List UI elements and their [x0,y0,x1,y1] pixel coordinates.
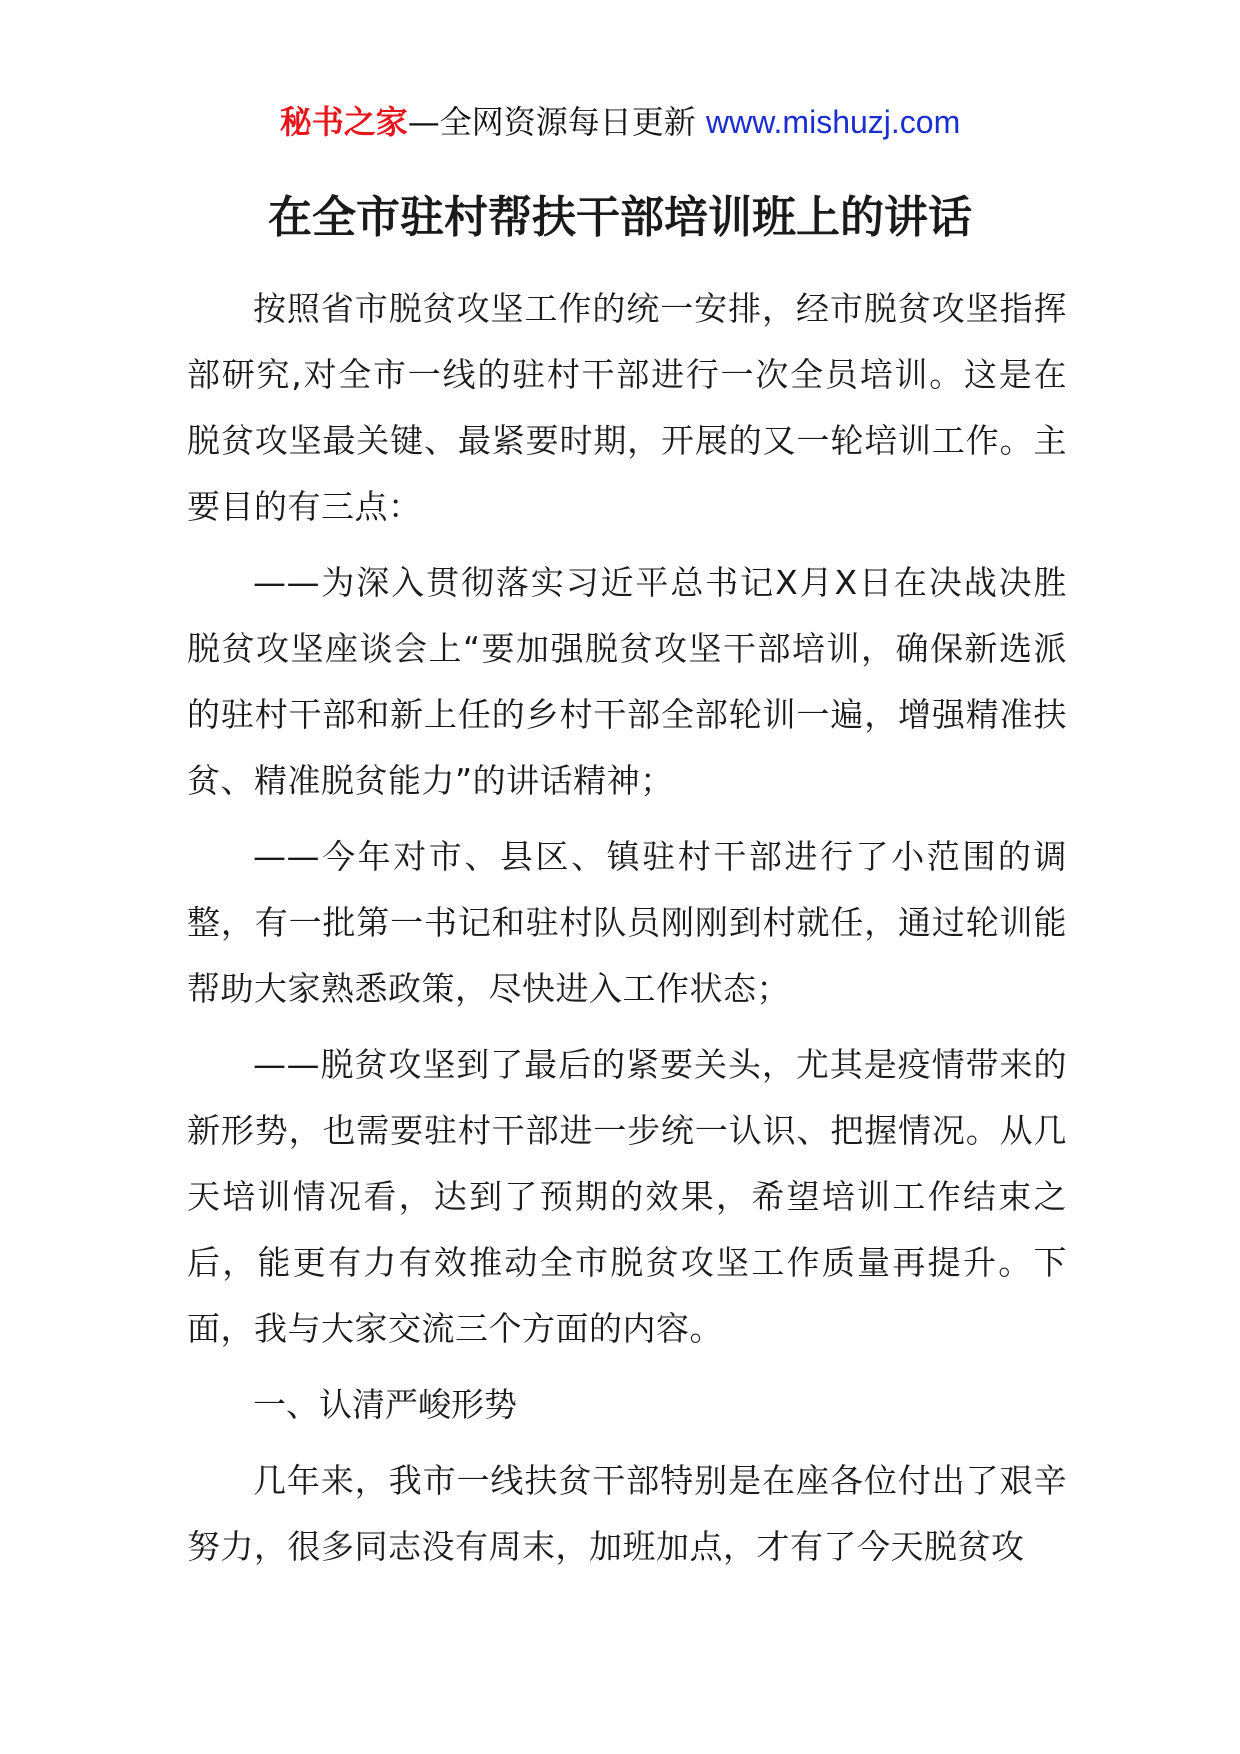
paragraph-section-1: 几年来，我市一线扶贫干部特别是在座各位付出了艰辛努力，很多同志没有周末，加班加点，才有了今天脱贫攻 [187,1461,1067,1566]
site-header [0,102,1240,142]
document-title: 在全市驻村帮扶干部培训班上的讲话 [268,192,972,243]
paragraph-point-1: ——为深入贯彻落实习近平总书记X月X日在决战决胜脱贫攻坚座谈会上“要加强脱贫攻坚干部培训，确保新选派的驻村干部和新上任的乡村干部全部轮训一遍，增强精准扶贫、精准脱贫能力”的讲话精神； [187,563,1067,800]
paragraph-point-2: ——今年对市、县区、镇驻村干部进行了小范围的调整，有一批第一书记和驻村队员刚刚到村就任，通过轮训能帮助大家熟悉政策，尽快进入工作状态； [187,837,1067,1008]
paragraph-point-3: ——脱贫攻坚到了最后的紧要关头，尤其是疫情带来的新形势，也需要驻村干部进一步统一认识、把握情况。从几天培训情况看，达到了预期的效果，希望培训工作结束之后，能更有力有效推动全市脱贫攻坚工作质量再提升。下面，我与大家交流三个方面的内容。 [187,1045,1067,1348]
paragraph-intro: 按照省市脱贫攻坚工作的统一安排，经市脱贫攻坚指挥部研究,对全市一线的驻村干部进行一次全员培训。这是在脱贫攻坚最关键、最紧要时期，开展的又一轮培训工作。主要目的有三点： [187,289,1067,526]
brand-name: 秘书之家 [279,103,408,141]
header-tagline: —全网资源每日更新 [407,103,696,141]
site-url-link[interactable]: www.mishuzj.com [705,104,961,140]
document-body [187,276,1067,1590]
section-heading: 一、认清严峻形势 [253,1385,517,1424]
